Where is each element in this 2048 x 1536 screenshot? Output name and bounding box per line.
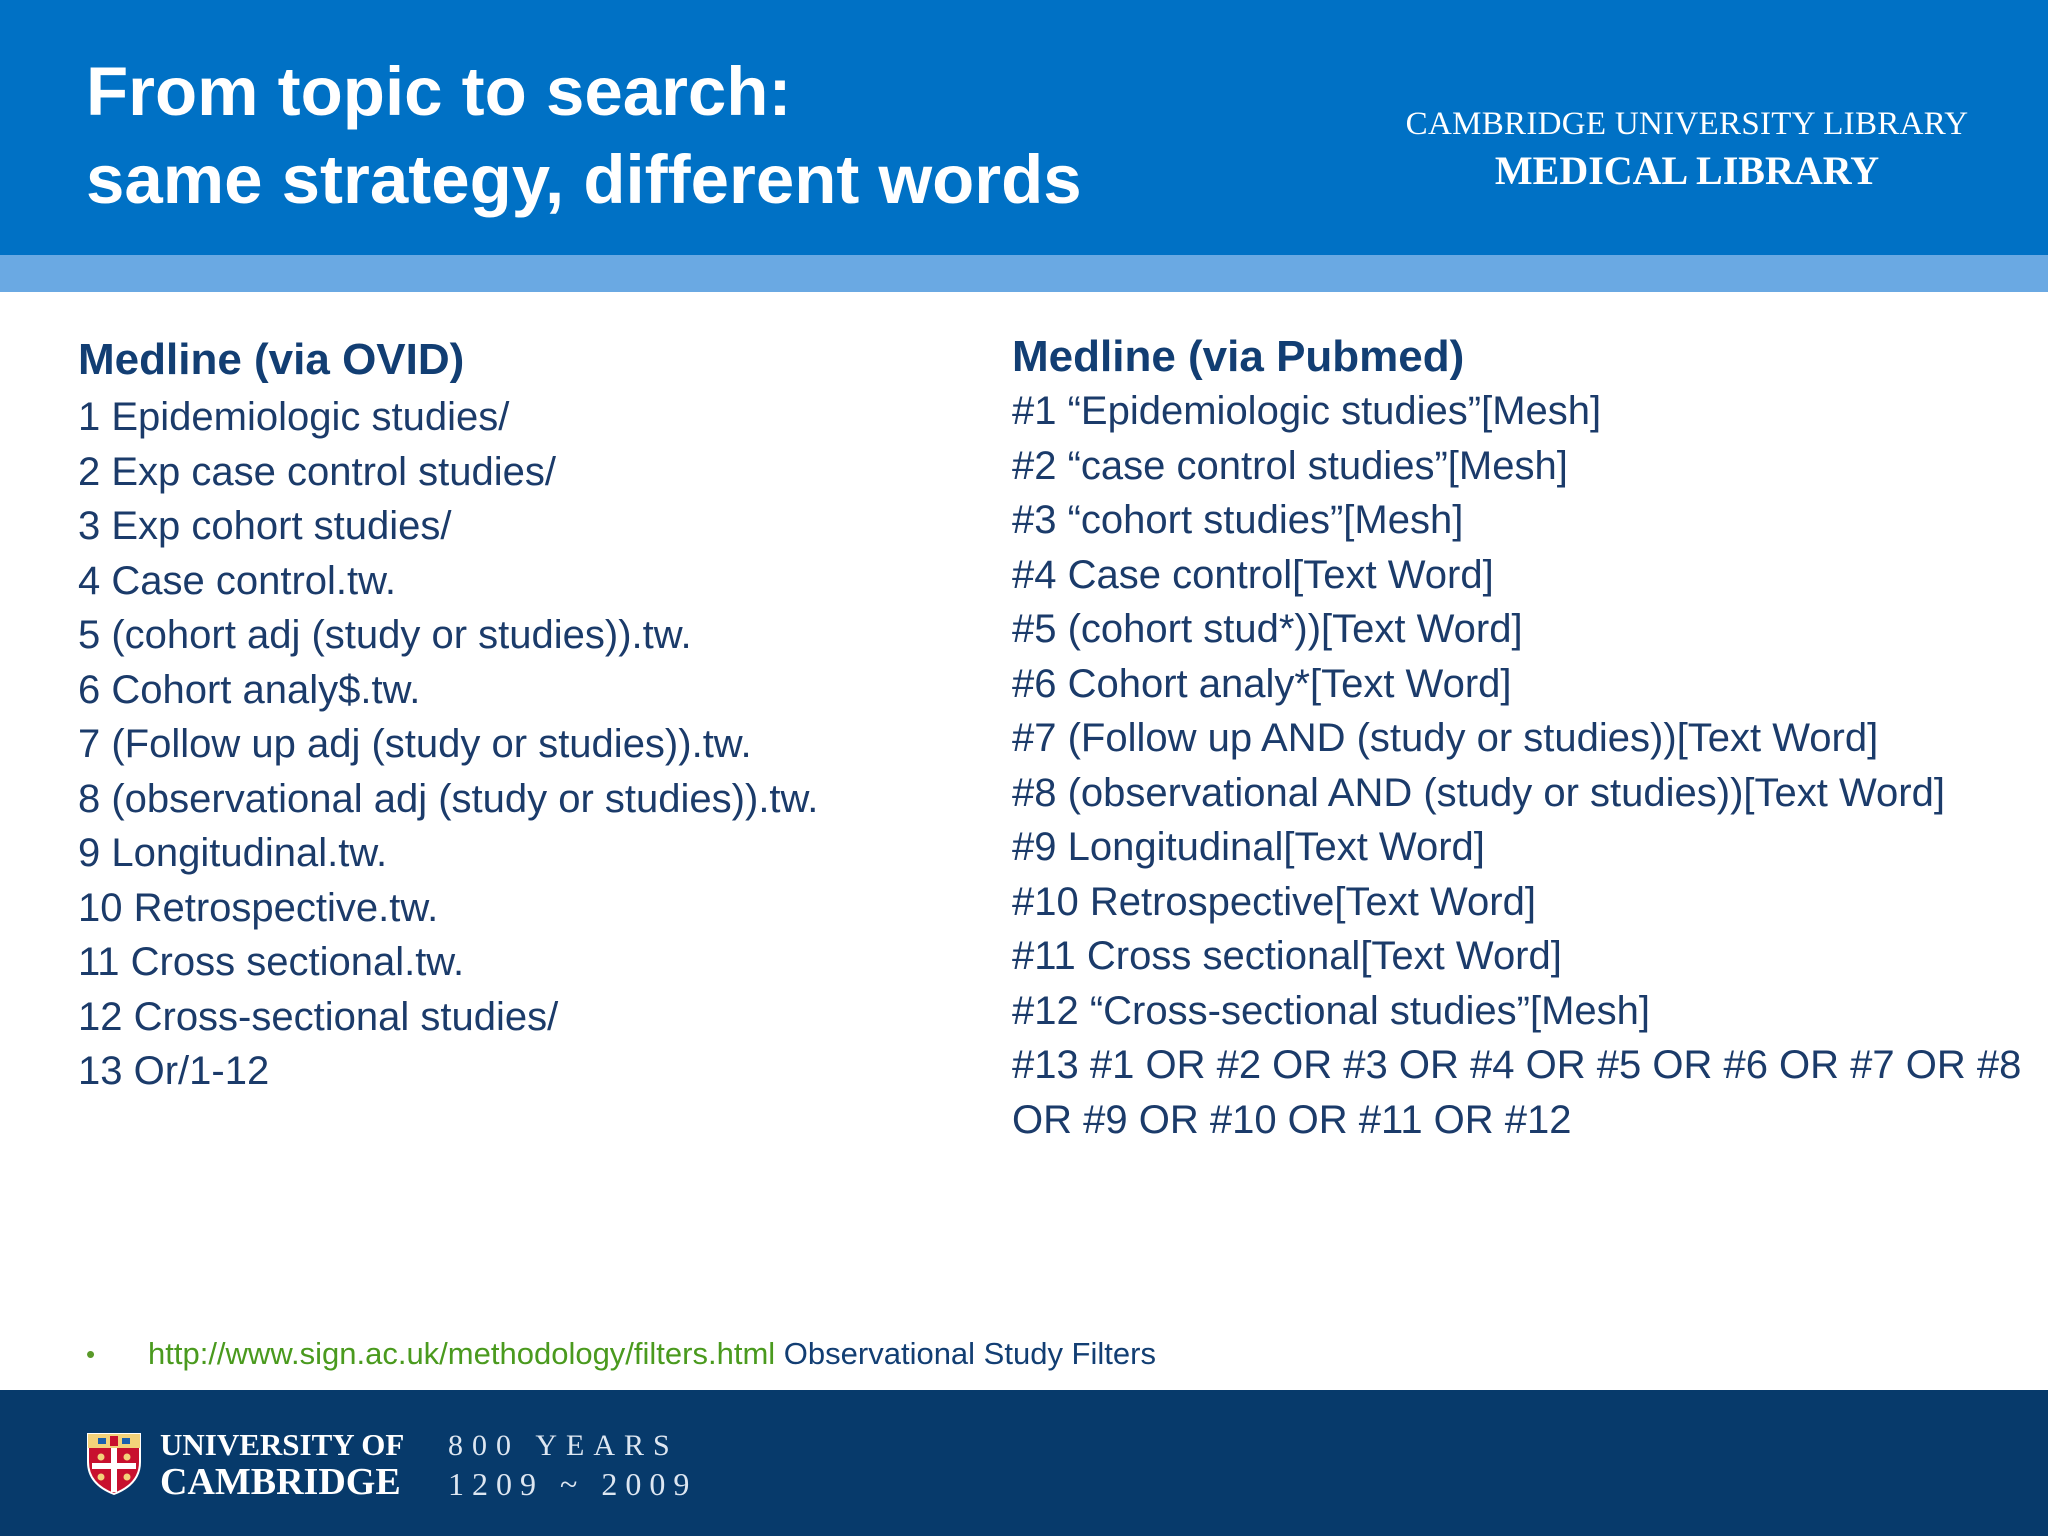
university-line-1: UNIVERSITY OF bbox=[160, 1427, 405, 1462]
pubmed-column bbox=[1012, 330, 2022, 1147]
pubmed-line: #4 Case control[Text Word] bbox=[1012, 552, 1494, 597]
ovid-line: 10 Retrospective.tw. bbox=[78, 885, 439, 930]
footnote bbox=[86, 1334, 1156, 1374]
footer-bar bbox=[0, 1390, 2048, 1536]
ovid-line: 13 Or/1-12 bbox=[78, 1049, 270, 1093]
ovid-line: 9 Longitudinal.tw. bbox=[78, 831, 388, 875]
pubmed-heading: Medline (via Pubmed) bbox=[1012, 332, 1465, 381]
pubmed-line: #3 “cohort studies”[Mesh] bbox=[1012, 498, 1464, 542]
pubmed-line: #6 Cohort analy*[Text Word] bbox=[1012, 661, 1512, 706]
pubmed-line: #2 “case control studies”[Mesh] bbox=[1012, 443, 1568, 488]
pubmed-line: #10 Retrospective[Text Word] bbox=[1012, 879, 1536, 924]
ovid-line: 1 Epidemiologic studies/ bbox=[78, 395, 510, 439]
library-logo bbox=[1392, 102, 1982, 196]
header-bar bbox=[0, 0, 2048, 255]
pubmed-line: #7 (Follow up AND (study or studies))[Text Word] bbox=[1012, 716, 1879, 760]
library-name-line-2: MEDICAL LIBRARY bbox=[1494, 148, 1880, 193]
title-line-1: From topic to search: bbox=[86, 53, 792, 130]
pubmed-line: #13 #1 OR #2 OR #3 OR #4 OR #5 OR #6 OR #7 OR #8 OR #9 OR #10 OR #11 OR #12 bbox=[1012, 1043, 2022, 1142]
ovid-line: 4 Case control.tw. bbox=[78, 558, 396, 603]
anniversary-line-2: 1209 ~ 2009 bbox=[448, 1466, 698, 1502]
pubmed-search-lines bbox=[1012, 384, 2022, 1147]
library-name-line-1: CAMBRIDGE UNIVERSITY LIBRARY bbox=[1405, 106, 1969, 142]
pubmed-line: #12 “Cross-sectional studies”[Mesh] bbox=[1012, 988, 1651, 1033]
pubmed-line: #8 (observational AND (study or studies))[Text Word] bbox=[1012, 770, 1945, 815]
pubmed-line: #5 (cohort stud*))[Text Word] bbox=[1012, 607, 1523, 651]
pubmed-line: #1 “Epidemiologic studies”[Mesh] bbox=[1012, 389, 1602, 433]
ovid-line: 8 (observational adj (study or studies)).tw. bbox=[78, 776, 819, 821]
ovid-line: 6 Cohort analy$.tw. bbox=[78, 667, 421, 712]
ovid-line: 5 (cohort adj (study or studies)).tw. bbox=[78, 613, 692, 657]
ovid-search-lines bbox=[78, 390, 978, 1099]
bullet-icon: • bbox=[86, 1339, 96, 1369]
sign-filters-link[interactable]: http://www.sign.ac.uk/methodology/filters.html bbox=[148, 1336, 776, 1371]
university-wordmark bbox=[160, 1428, 404, 1502]
title-line-2: same strategy, different words bbox=[86, 141, 1082, 218]
ovid-line: 3 Exp cohort studies/ bbox=[78, 504, 452, 548]
anniversary-line-1: 800 YEARS bbox=[448, 1429, 679, 1462]
ovid-column bbox=[78, 330, 978, 1099]
pubmed-line: #9 Longitudinal[Text Word] bbox=[1012, 825, 1485, 869]
anniversary-mark bbox=[448, 1428, 697, 1504]
footnote-description: Observational Study Filters bbox=[783, 1336, 1156, 1371]
ovid-line: 12 Cross-sectional studies/ bbox=[78, 994, 559, 1039]
slide-title bbox=[86, 48, 1082, 224]
pubmed-line: #11 Cross sectional[Text Word] bbox=[1012, 934, 1562, 978]
header-stripe bbox=[0, 255, 2048, 292]
ovid-heading: Medline (via OVID) bbox=[78, 335, 465, 384]
cambridge-crest-icon bbox=[86, 1432, 142, 1496]
ovid-line: 2 Exp case control studies/ bbox=[78, 449, 557, 494]
university-line-2: CAMBRIDGE bbox=[160, 1461, 401, 1503]
ovid-line: 7 (Follow up adj (study or studies)).tw. bbox=[78, 722, 752, 766]
ovid-line: 11 Cross sectional.tw. bbox=[78, 940, 465, 984]
